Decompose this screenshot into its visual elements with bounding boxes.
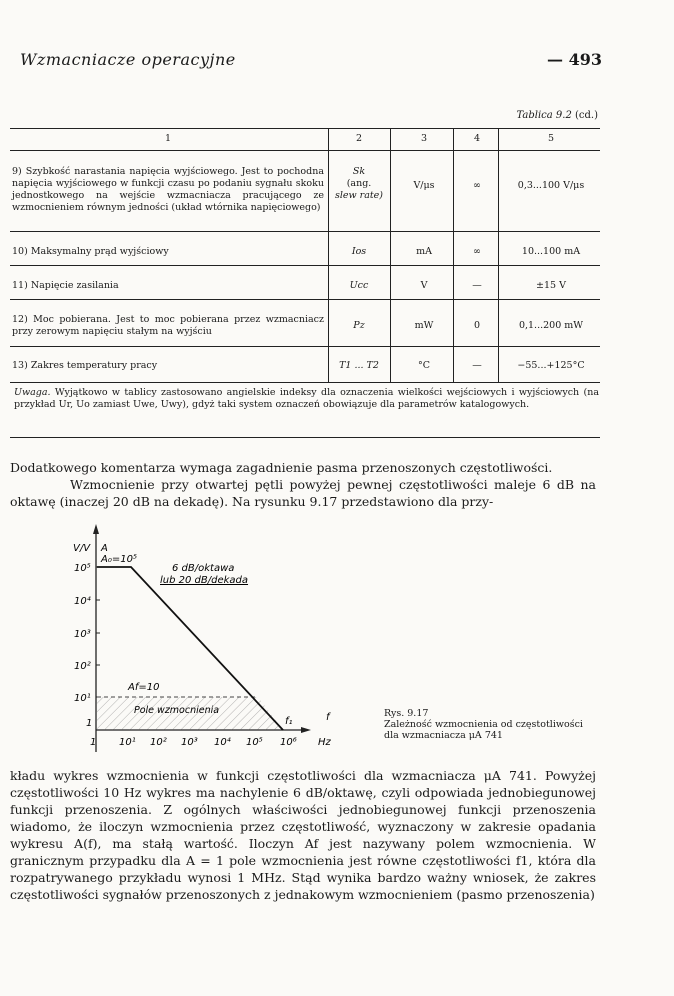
- gain-frequency-figure: [0, 520, 380, 760]
- row-11-symbol: Ucc: [349, 280, 369, 291]
- y-axis-arrow: [93, 524, 99, 534]
- y-tick-label: 10³: [74, 629, 91, 640]
- x-tick-label: 1: [90, 737, 97, 748]
- figure-caption-line-1: Zależność wzmocnienia od częstotliwości: [384, 719, 583, 730]
- table-note: [14, 387, 599, 411]
- note-text: Wyjątkowo w tablicy zastosowano angielskie indeksy dla oznaczenia wielkości wejściowych i wyjściowych (na przykład Ur, Uo zamiast Uwe, Uwy), gdyż taki system oznaczeń obowiązuje dla parametrów katalogowych.: [14, 387, 599, 410]
- paragraph-2: kładu wykres wzmocnienia w funkcji częstotliwości dla wzmacniacza μA 741. Powyżej częstotliwości 10 Hz wykres ma nachylenie 6 dB/oktawę, czyli odpowiada jednobiegunowej funkcji przenoszenia. Z ogólnych właściwości jednobiegunowej funkcji przenoszenia wiadomo, że iloczyn wzmocnienia przez częstotliwość, wyznaczony w zakresie opadania wykresu A(f), ma stałą wartość. Iloczyn Af jest nazywany polem wzmocnienia. W granicznym przypadku dla A = 1 pole wzmocnienia jest równe częstotliwości f1, która dla rozpatrywanego przykładu wynosi 1 MHz. Stąd wynika bardzo ważny wniosek, że zakres częstotliwości sygnałów przenoszonych z jednakowym wzmocnieniem (pasmo przenoszenia): [10, 768, 596, 902]
- af-label: Af=10: [128, 682, 160, 693]
- paragraph-1-rest: Wzmocnienie przy otwartej pętli powyżej pewnej częstotliwości maleje 6 dB na oktawę (inaczej 20 dB na dekadę). Na rysunku 9.17 przedstawiono dla przy-: [10, 477, 596, 509]
- row-13-typical: −55...+125°C: [517, 360, 585, 371]
- y-tick-label: 10⁵: [74, 563, 91, 574]
- y-axis-symbol: A: [101, 543, 108, 554]
- column-header-4: 4: [473, 133, 481, 144]
- gain-area-label: Pole wzmocnienia: [134, 705, 220, 716]
- x-tick-label: 10⁵: [246, 737, 263, 748]
- f-axis-label: f: [326, 712, 330, 723]
- row-13-unit: °C: [417, 360, 431, 371]
- slope-label-2: lub 20 dB/dekada: [160, 575, 249, 586]
- x-unit-label: Hz: [318, 737, 331, 748]
- row-9-unit: V/μs: [413, 180, 435, 191]
- figure-caption-line-2: dla wzmacniacza μA 741: [384, 730, 503, 741]
- row-11-description: 11) Napięcie zasilania: [12, 280, 119, 291]
- row-11-unit: V: [420, 280, 428, 291]
- figure-caption-number: Rys. 9.17: [384, 708, 429, 719]
- a0-label: A₀=10⁵: [101, 554, 137, 565]
- row-12-symbol: Pz: [353, 320, 365, 331]
- y-axis-label: V/V: [73, 543, 91, 554]
- page-number: — 493: [547, 50, 602, 69]
- row-10-ideal: ∞: [473, 246, 481, 257]
- row-9-symbol: [334, 166, 384, 202]
- row-10-unit: mA: [416, 246, 432, 257]
- paragraph-1: [10, 459, 596, 510]
- row-10-description: 10) Maksymalny prąd wyjściowy: [12, 246, 169, 257]
- row-13-description: 13) Zakres temperatury pracy: [12, 360, 158, 371]
- table-caption: [517, 110, 598, 121]
- x-tick-label: 10¹: [119, 737, 136, 748]
- row-12-ideal: 0: [473, 320, 481, 331]
- column-header-1: 1: [164, 133, 172, 144]
- x-tick-label: 10⁶: [280, 737, 297, 748]
- row-13-symbol: T1 ... T2: [339, 360, 379, 371]
- paragraph-1-line-1: Dodatkowego komentarza wymaga zagadnienie pasma przenoszonych częstotliwości.: [10, 460, 553, 475]
- row-12-unit: mW: [414, 320, 434, 331]
- row-10-typical: 10...100 mA: [521, 246, 581, 257]
- figure-caption: [384, 708, 604, 741]
- y-tick-label: 10⁴: [74, 596, 91, 607]
- note-label: Uwaga.: [14, 387, 51, 398]
- y-tick-label: 10²: [74, 661, 91, 672]
- row-9-description: 9) Szybkość narastania napięcia wyjściowego. Jest to pochodna napięcia wyjściowego w funkcji czasu po podaniu sygnału skoku jednostkowego na wejście wzmacniacza pracującego ze wzmocnieniem równym jedności (układ wtórnika napięciowego): [12, 166, 324, 213]
- column-header-5: 5: [547, 133, 555, 144]
- row-13-ideal: —: [472, 360, 482, 371]
- row-12-description: 12) Moc pobierana. Jest to moc pobierana przez wzmacniacz przy zerowym napięciu stałym na wyjściu: [12, 314, 324, 337]
- table-caption-prefix: Tablica: [516, 110, 553, 121]
- row-12-typical: 0,1...200 mW: [518, 320, 584, 331]
- x-tick-label: 10²: [150, 737, 167, 748]
- row-9-symbol-note2: slew rate): [334, 190, 384, 201]
- running-head-title: Wzmacniacze operacyjne: [20, 50, 236, 69]
- row-9-typical: 0,3...100 V/μs: [517, 180, 585, 191]
- table-caption-number: 9.2: [555, 110, 572, 121]
- f1-label: f₁: [285, 716, 293, 727]
- row-9-ideal: ∞: [473, 180, 481, 191]
- row-10-symbol: Ios: [351, 246, 367, 257]
- y-tick-label: 1: [86, 718, 93, 729]
- x-tick-label: 10³: [181, 737, 198, 748]
- row-11-ideal: —: [472, 280, 482, 291]
- column-header-3: 3: [420, 133, 428, 144]
- column-header-2: 2: [355, 133, 363, 144]
- table-caption-suffix: (cd.): [575, 110, 598, 121]
- y-tick-label: 10¹: [74, 693, 91, 704]
- x-axis-arrow: [301, 727, 311, 733]
- row-11-typical: ±15 V: [536, 280, 566, 291]
- note-divider: [10, 437, 600, 438]
- row-9-symbol-note1: (ang.: [346, 178, 372, 189]
- slope-label-1: 6 dB/oktawa: [172, 563, 235, 574]
- x-tick-label: 10⁴: [214, 737, 231, 748]
- row-9-symbol-main: Sk: [352, 166, 366, 177]
